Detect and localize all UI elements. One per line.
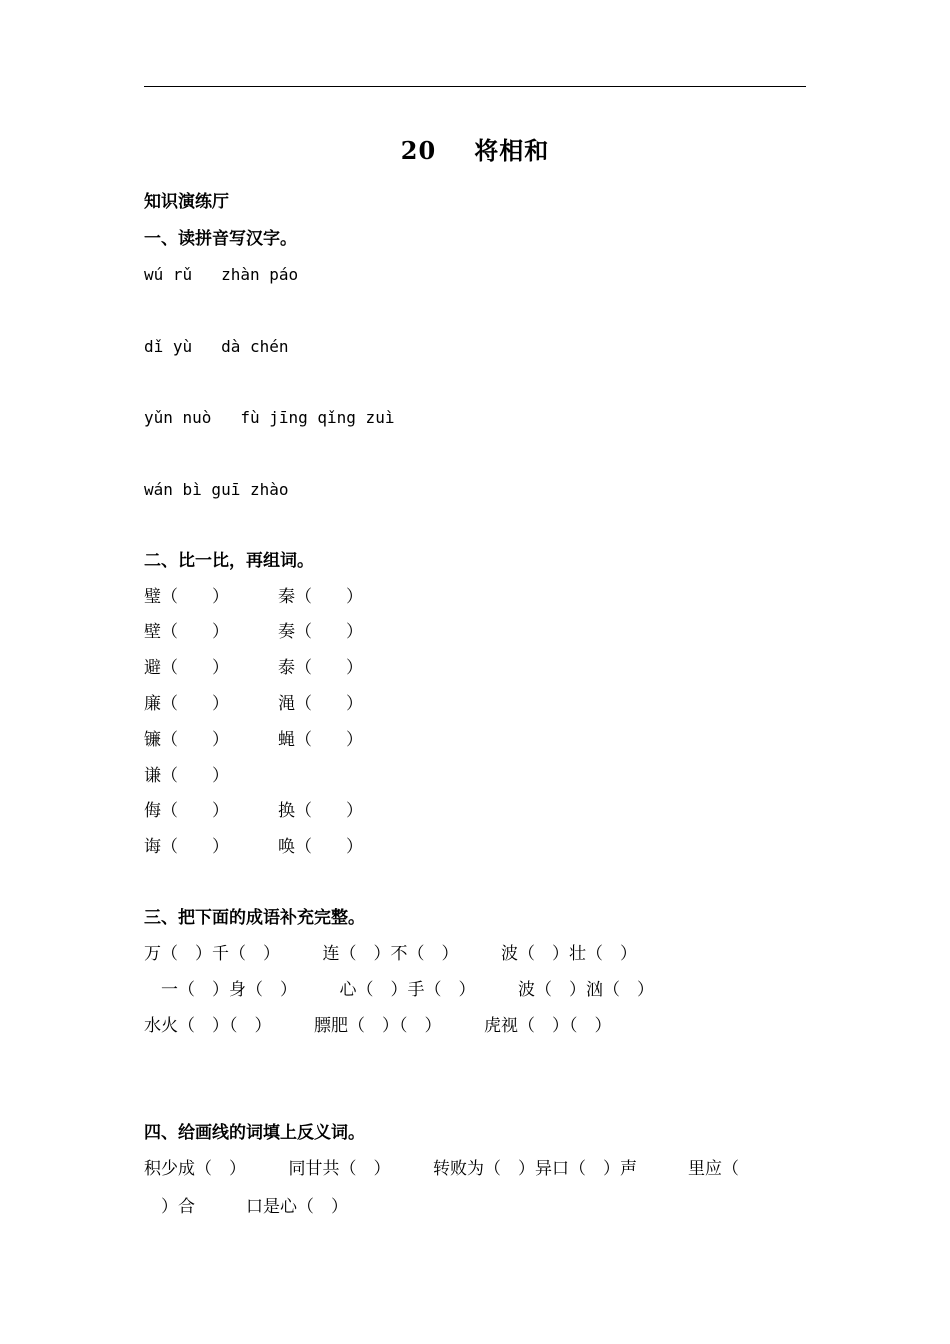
- word-item: 唤（ ）: [278, 837, 363, 857]
- page-title: [0, 134, 950, 168]
- q1-heading: 一、读拼音写汉字。: [144, 229, 297, 249]
- word-item: 奏（ ）: [278, 622, 363, 642]
- word-item: 谦（ ）: [144, 766, 229, 786]
- word-item: 璧（ ）: [144, 587, 229, 607]
- lesson-title: 将相和: [474, 136, 550, 165]
- antonym-line: ）合 口是心（ ）: [144, 1197, 348, 1217]
- word-item: 蝇（ ）: [278, 730, 363, 750]
- idiom-line: 水火（ ）（ ） 膘肥（ ）（ ） 虎视（ ）（ ）: [144, 1016, 612, 1036]
- word-item: 秦（ ）: [278, 587, 363, 607]
- pinyin-line: dǐ yù dà chén: [144, 337, 289, 356]
- pinyin-line: yǔn nuò fù jīng qǐng zuì: [144, 408, 395, 427]
- idiom-line: 万（ ）千（ ） 连（ ）不（ ） 波（ ）壮（ ）: [144, 944, 637, 964]
- word-item: 壁（ ）: [144, 622, 229, 642]
- header-rule: [144, 86, 806, 87]
- word-item: 侮（ ）: [144, 801, 229, 821]
- idiom-line: 一（ ）身（ ） 心（ ）手（ ） 波（ ）汹（ ）: [144, 980, 654, 1000]
- word-item: 换（ ）: [278, 801, 363, 821]
- word-item: 渑（ ）: [278, 694, 363, 714]
- antonym-line: 积少成（ ） 同甘共（ ） 转败为（ ）异口（ ）声 里应（: [144, 1159, 739, 1179]
- lesson-number: 20: [400, 136, 437, 165]
- pinyin-line: wán bì guī zhào: [144, 480, 289, 499]
- q2-heading: 二、比一比，再组词。: [144, 551, 314, 571]
- word-item: 避（ ）: [144, 658, 229, 678]
- pinyin-line: wú rǔ zhàn páo: [144, 265, 299, 284]
- word-item: 泰（ ）: [278, 658, 363, 678]
- section-header: 知识演练厅: [144, 192, 229, 212]
- word-item: 诲（ ）: [144, 837, 229, 857]
- word-item: 镰（ ）: [144, 730, 229, 750]
- word-item: 廉（ ）: [144, 694, 229, 714]
- q3-heading: 三、把下面的成语补充完整。: [144, 908, 365, 928]
- q4-heading: 四、给画线的词填上反义词。: [144, 1123, 365, 1143]
